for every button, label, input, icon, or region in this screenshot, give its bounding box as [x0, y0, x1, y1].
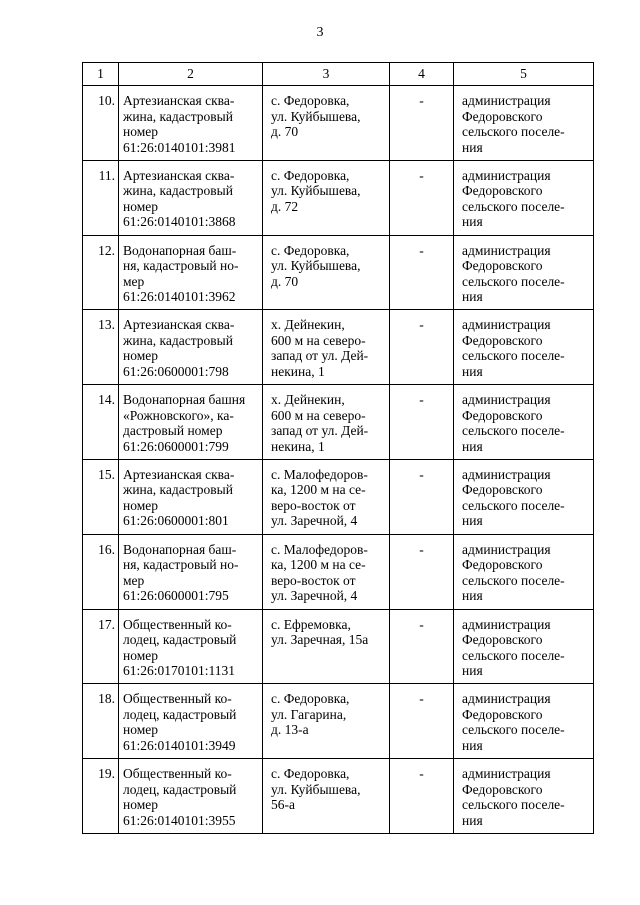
owner-line: сельского поселе- [462, 722, 565, 738]
owner-line: администрация [462, 317, 551, 333]
table-row [83, 459, 594, 534]
owner-line: сельского поселе- [462, 198, 565, 214]
address-line: х. Дейнекин, [271, 317, 345, 333]
row-number: 18. [83, 684, 119, 759]
address-cell [263, 235, 390, 310]
area-cell: - [390, 385, 454, 460]
owner-cell [454, 310, 594, 385]
table-row [83, 385, 594, 460]
row-number: 19. [83, 759, 119, 834]
object-name-line: номер [123, 124, 159, 139]
address-line: с. Малофедоров- [271, 541, 368, 557]
header-col-2: 2 [119, 63, 263, 86]
table-row [83, 310, 594, 385]
address-line: ул. Куйбышева, [271, 183, 361, 199]
object-name-line: номер [123, 497, 159, 513]
header-col-4: 4 [390, 63, 454, 86]
owner-line: Федоровского [462, 258, 543, 274]
owner-line: администрация [462, 466, 551, 482]
address-line: с. Федоровка, [271, 167, 350, 183]
header-col-5: 5 [454, 63, 594, 86]
area-cell: - [390, 759, 454, 834]
object-name-line: номер [123, 722, 159, 738]
table-row [83, 609, 594, 684]
object-name-line: 61:26:0600001:799 [123, 438, 229, 454]
owner-cell [454, 235, 594, 310]
address-line: ул. Куйбышева, [271, 108, 361, 124]
owner-line: ния [462, 214, 483, 230]
row-number: 11. [83, 160, 119, 235]
table-row [83, 160, 594, 235]
area-cell: - [390, 310, 454, 385]
address-line: ул. Заречной, 4 [271, 513, 358, 529]
object-name-line: 61:26:0600001:798 [123, 363, 229, 379]
object-name-cell [119, 459, 263, 534]
object-name-line: 61:26:0140101:3949 [123, 737, 236, 753]
owner-line: сельского поселе- [462, 273, 565, 289]
address-line: ул. Куйбышева, [271, 781, 361, 797]
address-line: ул. Гагарина, [271, 706, 347, 722]
owner-line: Федоровского [462, 332, 543, 348]
address-line: с. Федоровка, [271, 93, 350, 108]
owner-cell [454, 160, 594, 235]
address-line: д. 13-а [271, 722, 309, 738]
object-name-line: номер [123, 348, 159, 364]
object-name-line: дастровый номер [123, 423, 223, 439]
table-row [83, 759, 594, 834]
row-number: 17. [83, 609, 119, 684]
address-line: ул. Заречной, 4 [271, 588, 358, 604]
owner-line: администрация [462, 766, 551, 782]
object-name-line: жина, кадастровый [123, 108, 233, 124]
owner-line: администрация [462, 616, 551, 632]
address-line: некина, 1 [271, 363, 325, 379]
area-cell: - [390, 160, 454, 235]
owner-line: сельского поселе- [462, 647, 565, 663]
area-cell: - [390, 534, 454, 609]
address-line: 56-а [271, 797, 295, 813]
object-name-line: ня, кадастровый но- [123, 258, 239, 274]
object-name-line: Водонапорная башня [123, 392, 246, 408]
owner-line: сельского поселе- [462, 124, 565, 139]
object-name-cell [119, 534, 263, 609]
address-line: запад от ул. Дей- [271, 423, 369, 439]
owner-line: Федоровского [462, 482, 543, 498]
address-cell [263, 86, 390, 161]
owner-line: Федоровского [462, 706, 543, 722]
address-cell [263, 684, 390, 759]
object-name-line: Артезианская сква- [123, 317, 235, 333]
owner-line: администрация [462, 392, 551, 408]
object-name-line: 61:26:0170101:1131 [123, 663, 236, 679]
row-number: 10. [83, 86, 119, 161]
owner-line: ния [462, 139, 483, 155]
object-name-line: Общественный ко- [123, 691, 232, 707]
owner-line: сельского поселе- [462, 497, 565, 513]
owner-line: Федоровского [462, 781, 543, 797]
address-line: веро-восток от [271, 572, 356, 588]
object-name-line: жина, кадастровый [123, 332, 233, 348]
property-registry-table [82, 62, 594, 834]
address-line: д. 70 [271, 273, 299, 289]
object-name-cell [119, 609, 263, 684]
table-row [83, 534, 594, 609]
owner-line: ния [462, 588, 483, 604]
address-line: с. Федоровка, [271, 242, 350, 258]
owner-cell [454, 609, 594, 684]
page-number: 3 [316, 25, 324, 40]
owner-line: администрация [462, 691, 551, 707]
object-name-line: 61:26:0140101:3955 [123, 812, 236, 828]
row-number: 12. [83, 235, 119, 310]
area-cell: - [390, 459, 454, 534]
object-name-line: 61:26:0140101:3981 [123, 139, 236, 155]
object-name-line: мер [123, 572, 145, 588]
object-name-line: номер [123, 198, 159, 214]
object-name-line: 61:26:0600001:801 [123, 513, 229, 529]
address-line: с. Федоровка, [271, 766, 350, 782]
owner-line: Федоровского [462, 183, 543, 199]
header-row [83, 63, 594, 86]
owner-line: ния [462, 737, 483, 753]
owner-line: ния [462, 812, 483, 828]
row-number: 16. [83, 534, 119, 609]
area-cell: - [390, 609, 454, 684]
address-line: д. 72 [271, 198, 299, 214]
object-name-line: номер [123, 647, 159, 663]
address-line: веро-восток от [271, 497, 356, 513]
object-name-cell [119, 759, 263, 834]
object-name-cell [119, 684, 263, 759]
owner-cell [454, 86, 594, 161]
owner-cell [454, 759, 594, 834]
owner-line: сельского поселе- [462, 348, 565, 364]
object-name-line: Общественный ко- [123, 616, 232, 632]
address-cell [263, 385, 390, 460]
address-line: д. 70 [271, 124, 299, 139]
object-name-cell [119, 235, 263, 310]
owner-cell [454, 459, 594, 534]
object-name-line: Артезианская сква- [123, 466, 235, 482]
owner-line: Федоровского [462, 557, 543, 573]
owner-line: ния [462, 663, 483, 679]
address-line: х. Дейнекин, [271, 392, 345, 408]
owner-line: Федоровского [462, 632, 543, 648]
address-cell [263, 160, 390, 235]
owner-line: администрация [462, 93, 551, 108]
area-cell: - [390, 235, 454, 310]
header-col-1: 1 [83, 63, 119, 86]
area-cell: - [390, 86, 454, 161]
object-name-line: жина, кадастровый [123, 183, 233, 199]
owner-cell [454, 684, 594, 759]
row-number: 14. [83, 385, 119, 460]
owner-line: сельского поселе- [462, 797, 565, 813]
address-line: 600 м на северо- [271, 407, 366, 423]
object-name-line: «Рожновского», ка- [123, 407, 234, 423]
row-number: 15. [83, 459, 119, 534]
row-number: 13. [83, 310, 119, 385]
table-body [83, 86, 594, 834]
owner-line: сельского поселе- [462, 423, 565, 439]
address-cell [263, 310, 390, 385]
object-name-line: жина, кадастровый [123, 482, 233, 498]
owner-line: администрация [462, 242, 551, 258]
address-cell [263, 609, 390, 684]
address-line: ка, 1200 м на се- [271, 482, 366, 498]
object-name-line: 61:26:0600001:795 [123, 588, 229, 604]
owner-line: администрация [462, 167, 551, 183]
table-header [83, 63, 594, 86]
address-line: 600 м на северо- [271, 332, 366, 348]
table-row [83, 86, 594, 161]
table-row [83, 235, 594, 310]
object-name-line: лодец, кадастровый [123, 632, 237, 648]
object-name-line: Водонапорная баш- [123, 541, 237, 557]
owner-line: ния [462, 438, 483, 454]
object-name-line: ня, кадастровый но- [123, 557, 239, 573]
address-line: с. Малофедоров- [271, 466, 368, 482]
object-name-line: номер [123, 797, 159, 813]
object-name-line: 61:26:0140101:3868 [123, 214, 236, 230]
address-line: с. Ефремовка, [271, 616, 351, 632]
header-col-3: 3 [263, 63, 390, 86]
object-name-line: мер [123, 273, 145, 289]
owner-line: ния [462, 289, 483, 305]
address-line: ка, 1200 м на се- [271, 557, 366, 573]
object-name-line: Водонапорная баш- [123, 242, 237, 258]
address-line: некина, 1 [271, 438, 325, 454]
area-cell: - [390, 684, 454, 759]
object-name-line: Артезианская сква- [123, 167, 235, 183]
address-cell [263, 459, 390, 534]
table-row [83, 684, 594, 759]
object-name-line: лодец, кадастровый [123, 706, 237, 722]
owner-line: Федоровского [462, 407, 543, 423]
object-name-cell [119, 385, 263, 460]
owner-cell [454, 534, 594, 609]
object-name-line: лодец, кадастровый [123, 781, 237, 797]
object-name-line: Артезианская сква- [123, 93, 235, 108]
owner-cell [454, 385, 594, 460]
object-name-line: Общественный ко- [123, 766, 232, 782]
address-line: ул. Заречная, 15а [271, 632, 369, 648]
address-line: запад от ул. Дей- [271, 348, 369, 364]
object-name-cell [119, 310, 263, 385]
owner-line: ния [462, 513, 483, 529]
owner-line: администрация [462, 541, 551, 557]
address-cell [263, 759, 390, 834]
address-cell [263, 534, 390, 609]
owner-line: ния [462, 363, 483, 379]
owner-line: Федоровского [462, 108, 543, 124]
address-line: ул. Куйбышева, [271, 258, 361, 274]
object-name-cell [119, 160, 263, 235]
object-name-cell [119, 86, 263, 161]
object-name-line: 61:26:0140101:3962 [123, 289, 236, 305]
owner-line: сельского поселе- [462, 572, 565, 588]
address-line: с. Федоровка, [271, 691, 350, 707]
